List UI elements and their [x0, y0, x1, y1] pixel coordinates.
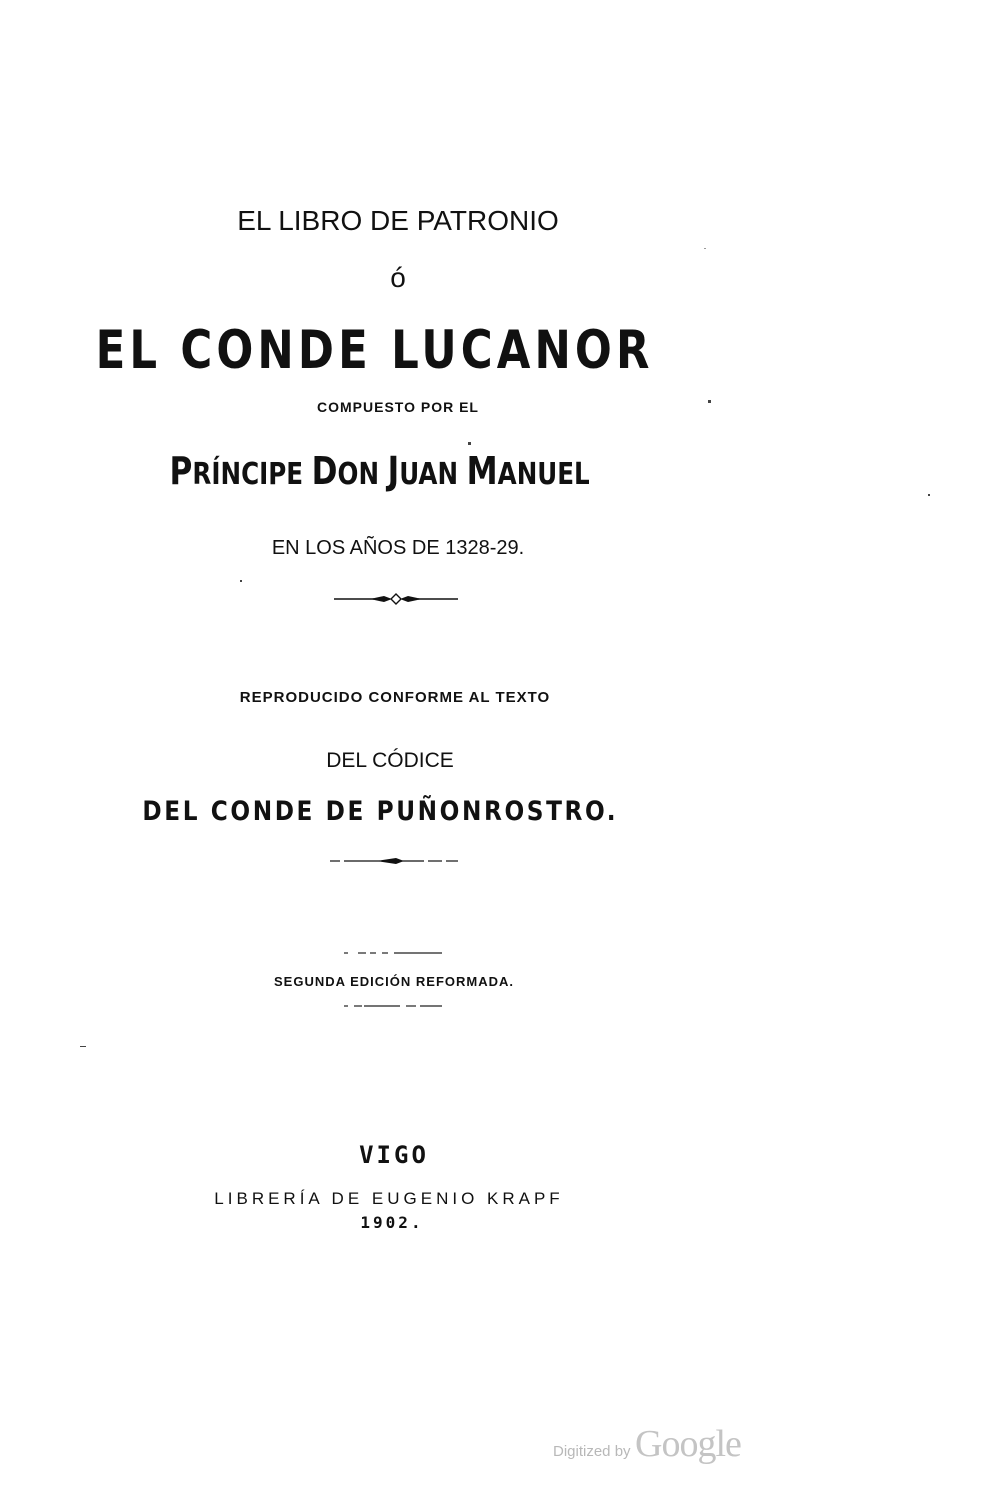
- imprint-year: 1902.: [360, 1213, 424, 1232]
- compuesto-por-line: COMPUESTO POR EL: [317, 399, 479, 415]
- edition-note: SEGUNDA EDICIÓN REFORMADA.: [273, 974, 515, 989]
- composition-years: EN LOS AÑOS DE 1328-29.: [271, 537, 525, 559]
- scan-speck: [928, 494, 930, 496]
- conde-de-punonrostro-line: DEL CONDE DE PUÑONROSTRO.: [142, 796, 619, 827]
- author-cap-j: J: [387, 449, 400, 493]
- author-name: [0, 449, 790, 493]
- google-logo: Google: [635, 1423, 741, 1465]
- scan-speck: [240, 580, 242, 582]
- reproducido-line: REPRODUCIDO CONFORME AL TEXTO: [239, 689, 551, 706]
- imprint-city: VIGO: [359, 1141, 429, 1169]
- watermark-prefix: Digitized by: [553, 1443, 631, 1460]
- scan-speck: [708, 400, 711, 403]
- author-rest-4: ANUEL: [497, 457, 590, 492]
- broken-rule-bottom: [344, 1003, 442, 1009]
- main-title: EL CONDE LUCANOR: [95, 320, 654, 381]
- imprint-publisher: LIBRERÍA DE EUGENIO KRAPF: [214, 1189, 564, 1208]
- ornamental-rule-dash: [330, 854, 458, 868]
- broken-rule-top: [344, 950, 442, 956]
- digitized-watermark: [553, 1422, 741, 1466]
- scan-speck: [704, 248, 706, 249]
- conjunction: ó: [390, 262, 406, 293]
- author-cap-m: M: [466, 449, 498, 493]
- subtitle-libro-de-patronio: EL LIBRO DE PATRONIO: [237, 205, 559, 236]
- author-rest-1: RÍNCIPE: [192, 457, 312, 492]
- scan-speck: [80, 1046, 86, 1047]
- author-rest-2: ON: [337, 457, 388, 492]
- del-codice-line: DEL CÓDICE: [326, 749, 454, 772]
- author-rest-3: UAN: [399, 457, 467, 492]
- ornamental-rule-diamond: [334, 592, 458, 606]
- author-cap-d: D: [311, 449, 338, 493]
- author-cap-p: P: [169, 449, 193, 493]
- scan-speck: [468, 442, 471, 445]
